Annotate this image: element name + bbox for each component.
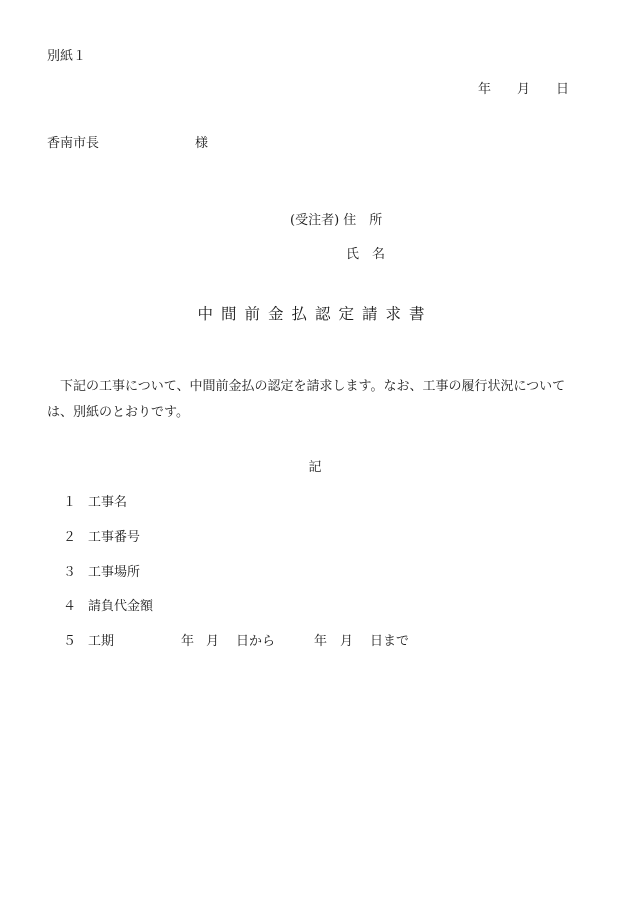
contractor-address-label: 住 所: [343, 213, 383, 228]
item-number: ３: [63, 565, 77, 580]
period-start-day: 日から: [236, 634, 276, 649]
item-number: ５: [63, 634, 77, 649]
item-label: 工事場所: [88, 565, 141, 580]
item-label: 工期: [88, 634, 115, 649]
date-line: [478, 82, 569, 98]
attachment-label: 別紙１: [47, 49, 87, 64]
period-end-year: 年: [314, 634, 328, 649]
item-number: １: [63, 495, 77, 510]
document-title: 中間前金払認定請求書: [197, 305, 433, 323]
item-label: 工事番号: [88, 530, 141, 545]
contractor-name-label: 氏 名: [346, 247, 386, 262]
date-day: 日: [556, 82, 570, 97]
list-item: [63, 530, 140, 546]
list-item: [63, 495, 127, 511]
period-start-month: 月: [206, 634, 220, 649]
list-item: [63, 599, 153, 615]
addressee-honorific: 様: [195, 136, 209, 151]
item-number: ４: [63, 599, 77, 614]
list-item: [63, 634, 114, 650]
item-number: ２: [63, 530, 77, 545]
date-year: 年: [478, 82, 492, 97]
list-item: [63, 565, 140, 581]
body-paragraph: 下記の工事について、中間前金払の認定を請求します。なお、工事の履行状況については、別紙のとおりです。: [47, 379, 566, 420]
date-month: 月: [517, 82, 531, 97]
contractor-address-line: [290, 213, 382, 229]
period-start-year: 年: [181, 634, 195, 649]
period-end-month: 月: [340, 634, 354, 649]
addressee-name: 香南市長: [47, 136, 100, 151]
item-label: 工事名: [88, 495, 128, 510]
period-end-day: 日まで: [370, 634, 410, 649]
item-label: 請負代金額: [88, 599, 154, 614]
ki-heading: 記: [308, 460, 322, 475]
contractor-label: (受注者): [290, 213, 340, 228]
